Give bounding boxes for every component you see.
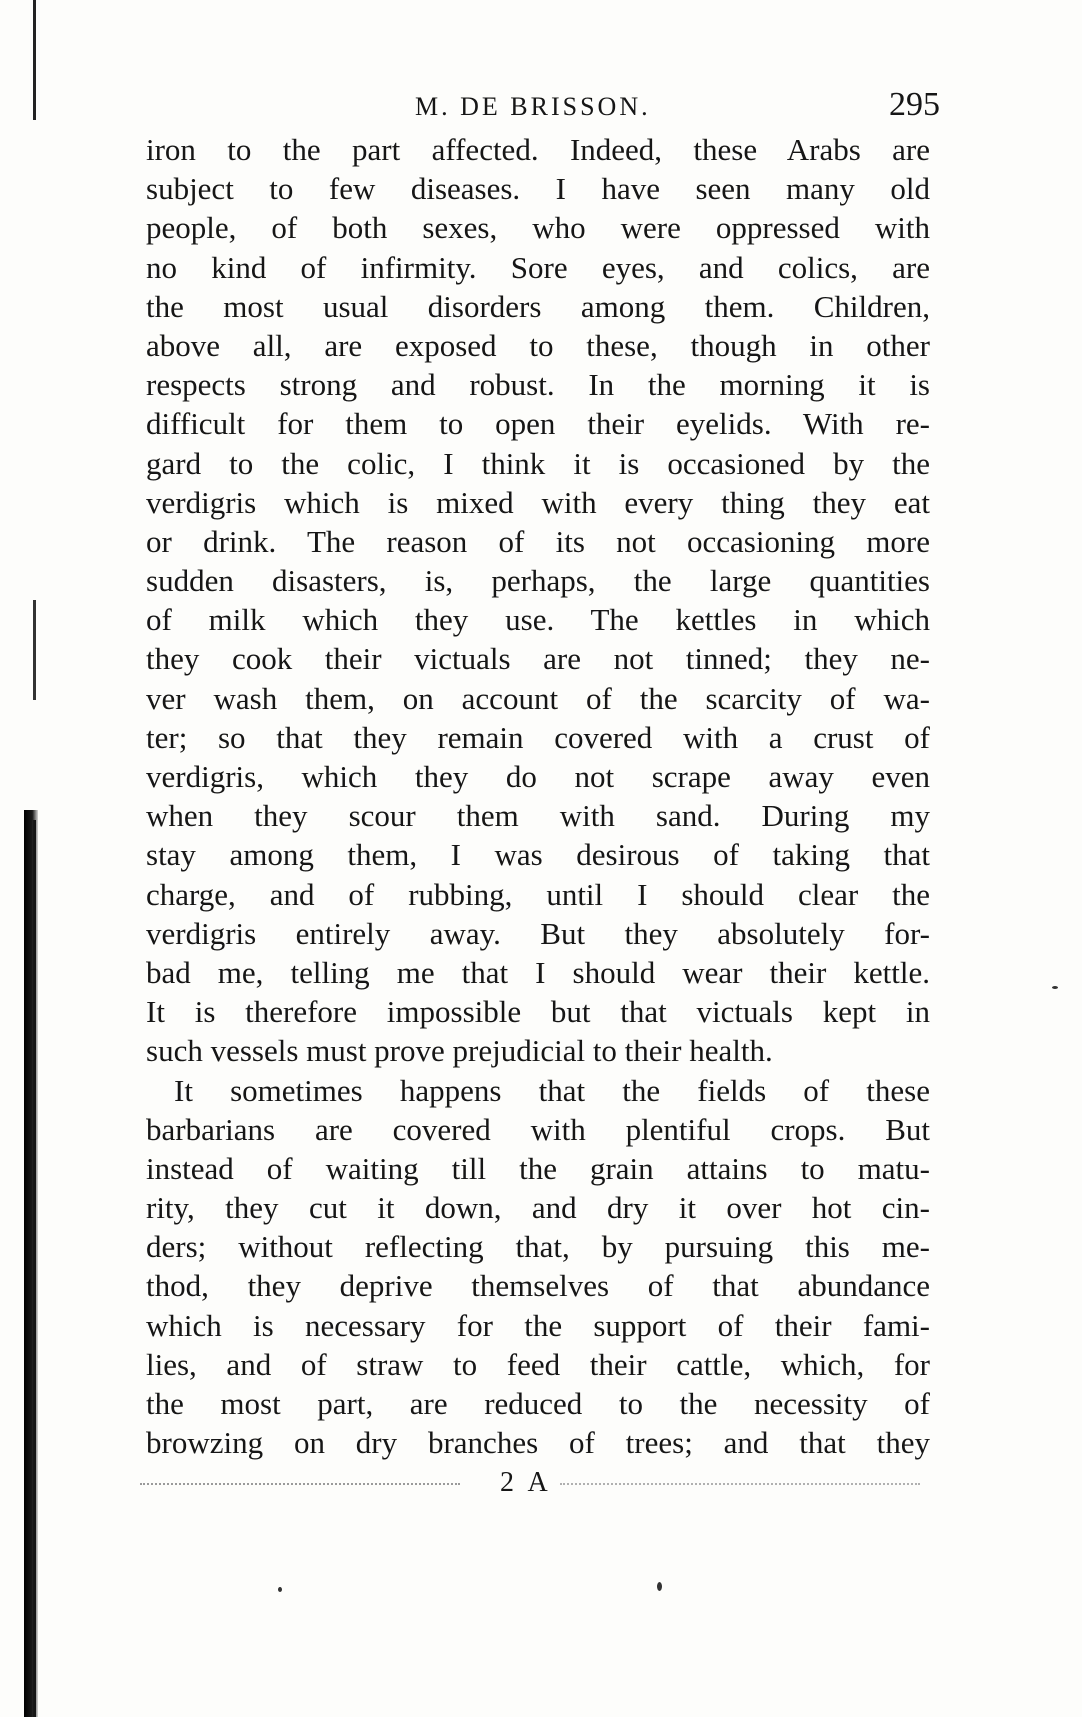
- ink-speck: [657, 1582, 662, 1591]
- footer: [140, 1467, 930, 1503]
- text-line: the most part, are reduced to the necessity of: [146, 1386, 930, 1421]
- text-line: of milk which they use. The kettles in which: [146, 602, 930, 638]
- text-line: ter; so that they remain covered with a crust of: [146, 719, 930, 755]
- text-line: iron to the part affected. Indeed, these Arabs are: [146, 132, 930, 167]
- ink-speck: [1052, 986, 1058, 989]
- page-number: 295: [889, 86, 940, 123]
- text-line: gard to the colic, I think it is occasioned by the: [146, 445, 930, 481]
- text-line: when they scour them with sand. During my: [146, 798, 930, 834]
- text-line: which is necessary for the support of their fami-: [146, 1307, 930, 1343]
- binding-shadow: [24, 810, 38, 1717]
- text-line: respects strong and robust. In the morning it is: [146, 367, 930, 403]
- text-line: or drink. The reason of its not occasioning more: [146, 523, 930, 559]
- signature-mark: 2 A: [500, 1467, 552, 1498]
- text-line: people, of both sexes, who were oppressed with: [146, 210, 930, 246]
- text-line: charge, and of rubbing, until I should clear the: [146, 876, 930, 912]
- text-line: thod, they deprive themselves of that abundance: [146, 1268, 930, 1304]
- text-line: ders; without reflecting that, by pursuing this me-: [146, 1229, 930, 1265]
- text-line: no kind of infirmity. Sore eyes, and colics, are: [146, 249, 930, 285]
- running-title: M. DE BRISSON.: [415, 92, 651, 121]
- footer-dots: [560, 1483, 920, 1485]
- text-line: verdigris entirely away. But they absolutely for-: [146, 915, 930, 951]
- text-line: rity, they cut it down, and dry it over hot cin-: [146, 1190, 930, 1226]
- paragraph-end-line: such vessels must prove prejudicial to their health.: [146, 1033, 773, 1069]
- text-line: barbarians are covered with plentiful crops. But: [146, 1111, 930, 1147]
- text-line: subject to few diseases. I have seen many old: [146, 171, 930, 207]
- body-text: [146, 130, 930, 1462]
- text-line: above all, are exposed to these, though in other: [146, 327, 930, 363]
- footer-dots: [140, 1483, 460, 1485]
- text-line: stay among them, I was desirous of taking that: [146, 837, 930, 873]
- text-line: lies, and of straw to feed their cattle, which, for: [146, 1346, 930, 1382]
- text-line: It is therefore impossible but that victuals kept in: [146, 994, 930, 1030]
- text-line: instead of waiting till the grain attains to matu-: [146, 1150, 930, 1186]
- ink-speck: [278, 1587, 282, 1592]
- text-line: verdigris which is mixed with every thing they eat: [146, 484, 930, 520]
- paragraph-start-line: It sometimes happens that the fields of these: [174, 1072, 930, 1108]
- text-line: difficult for them to open their eyelids. With re-: [146, 406, 930, 442]
- text-line: the most usual disorders among them. Children,: [146, 288, 930, 324]
- text-line: bad me, telling me that I should wear their kettle.: [146, 954, 930, 990]
- text-line: they cook their victuals are not tinned; they ne-: [146, 641, 930, 677]
- running-head: [150, 88, 940, 128]
- text-line: browzing on dry branches of trees; and that they: [146, 1425, 930, 1461]
- text-line: sudden disasters, is, perhaps, the large quantities: [146, 563, 930, 599]
- text-line: ver wash them, on account of the scarcity of wa-: [146, 680, 930, 716]
- text-line: verdigris, which they do not scrape away even: [146, 759, 930, 794]
